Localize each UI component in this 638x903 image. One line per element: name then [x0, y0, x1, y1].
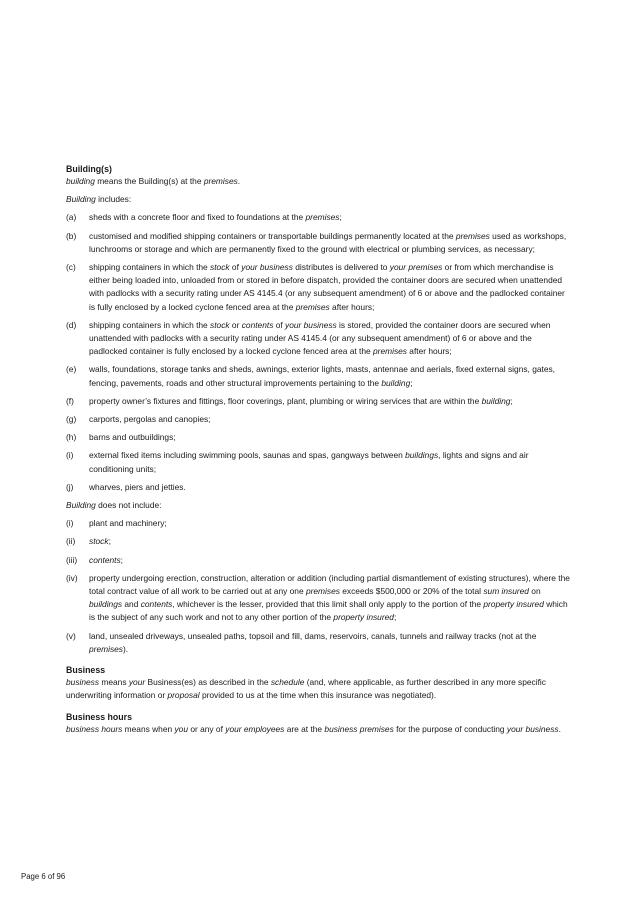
text-run: ; [410, 377, 413, 388]
defined-term: your premises [389, 262, 443, 273]
defined-term: contents [241, 319, 274, 330]
definition-business-hours [66, 723, 571, 736]
section-business-hours [66, 711, 571, 736]
building-includes-intro [66, 193, 571, 206]
page-content [66, 163, 571, 736]
section-heading-business: Business [66, 665, 106, 676]
defined-term: property insured [333, 612, 394, 623]
text-run: means when [122, 723, 175, 734]
list-item-text [89, 535, 571, 548]
list-item-text [89, 413, 571, 426]
text-run: or any of [188, 723, 226, 734]
text-run: (and, where applicable, as further described in any more specific underwriting information or [66, 677, 546, 701]
list-item [66, 431, 571, 444]
list-marker: (iv) [66, 572, 78, 583]
text-run: provided to us at the time when this insurance was negotiated). [199, 690, 437, 701]
text-run: distributes is delivered to [292, 262, 390, 273]
defined-term: sum insured [483, 586, 529, 597]
text-run: . [558, 723, 561, 734]
list-item [66, 261, 571, 314]
text-run: means the Building(s) at the [94, 176, 204, 186]
list-marker: (c) [66, 262, 76, 273]
text-run: ). [122, 643, 129, 654]
defined-term: your business [285, 319, 337, 330]
list-item [66, 230, 571, 256]
text-run: land, unsealed driveways, unsealed paths, topsoil and fill, dams, reservoirs, canals, tunnels and railway tracks (not at the [89, 630, 537, 641]
building-includes-list [66, 211, 571, 494]
text-run: barns and outbuildings; [89, 432, 176, 443]
defined-term: premises [305, 212, 340, 223]
list-marker: (iii) [66, 554, 78, 565]
text-run: shipping containers in which the [89, 319, 211, 330]
building-excludes-list [66, 517, 571, 656]
definition-building [66, 175, 571, 188]
defined-term: business premises [324, 723, 394, 734]
defined-term: premises [373, 346, 407, 357]
defined-term: business [66, 677, 100, 688]
list-marker: (f) [66, 395, 74, 406]
text-run: and [122, 599, 141, 610]
defined-term: premises [89, 643, 123, 654]
text-run: exceeds $500,000 or 20% of the total [339, 586, 484, 597]
list-item-text [89, 261, 571, 314]
list-marker: (d) [66, 319, 77, 330]
list-item-text [89, 449, 571, 475]
defined-term: premises [295, 301, 330, 312]
list-item [66, 395, 571, 408]
defined-term: premises [455, 230, 490, 241]
list-item [66, 319, 571, 359]
list-marker: (b) [66, 230, 77, 241]
text-run: which is the subject of any such work and not to any other portion of the [89, 599, 568, 623]
text-run: ; [510, 395, 513, 406]
list-item [66, 554, 571, 567]
list-marker: (g) [66, 414, 77, 425]
definition-business [66, 676, 571, 702]
defined-term: contents [140, 599, 173, 610]
list-marker: (a) [66, 212, 77, 223]
defined-term: building [66, 176, 95, 186]
list-item [66, 535, 571, 548]
defined-term: Building [66, 500, 96, 511]
list-item-text [89, 630, 571, 656]
list-item-text [89, 481, 571, 494]
defined-term: contents [89, 554, 121, 565]
list-item-text [89, 517, 571, 530]
defined-term: premises [203, 176, 238, 186]
list-marker: (i) [66, 450, 74, 461]
text-run: is stored, provided the container doors are secured when unattended with padlocks with a security rating under AS 4145.4 (or any subsequent amendment) of 6 or above and the padlocked container is fully enclosed by a locked cyclone fenced area at the [89, 319, 551, 357]
text-run: after hours; [329, 301, 375, 312]
defined-term: your business [506, 723, 559, 734]
defined-term: business hours [66, 723, 123, 734]
list-item [66, 572, 571, 625]
text-run: on [528, 586, 541, 597]
text-run: are at the [284, 723, 325, 734]
text-run: property undergoing erection, construction, alteration or addition (including partial dismantlement of existing structures), where the total contract value of all work to be carried out at any one [89, 572, 570, 597]
text-run: , whichever is the lesser, provided that this limit shall only apply to the portion of the [172, 599, 484, 610]
defined-term: buildings [405, 450, 439, 461]
list-item-text [89, 211, 571, 224]
text-run: ; [339, 212, 342, 223]
list-item-text [89, 554, 571, 567]
section-business [66, 664, 571, 702]
defined-term: your business [241, 262, 293, 273]
defined-term: schedule [270, 677, 305, 688]
defined-term: you [174, 723, 188, 734]
defined-term: your employees [225, 723, 285, 734]
text-run: or from which merchandise is either being loaded into, unloaded from or stored in before dispatch, provided the container doors are secured when unattended with padlocks with a security rating under AS 4145.4 (or any subsequent amendment) of 6 or above and the padlocked container is fully enclosed by a locked cyclone fenced area at the [89, 262, 565, 312]
text-run: after hours; [406, 346, 452, 357]
section-heading-buildings: Building(s) [66, 164, 112, 174]
text-run: of [229, 262, 242, 273]
list-item [66, 413, 571, 426]
text-run: . [237, 176, 241, 186]
defined-term: building [381, 377, 411, 388]
text-run: carports, pergolas and canopies; [89, 414, 211, 425]
building-excludes-intro [66, 499, 571, 512]
list-marker: (i) [66, 518, 74, 529]
defined-term: property insured [483, 599, 544, 610]
list-item-text [89, 363, 571, 389]
list-item-text [89, 572, 571, 625]
text-run: external fixed items including swimming pools, saunas and spas, gangways between [89, 450, 406, 461]
text-run: used as workshops, lunchrooms or storage and which are permanently fixed to the ground with electrical or plumbing services, as necessary; [89, 230, 567, 254]
defined-term: stock [89, 536, 109, 547]
defined-term: your [128, 677, 146, 688]
text-run: shipping containers in which the [89, 262, 211, 273]
list-item [66, 630, 571, 656]
text-run: means [99, 677, 129, 688]
list-item-text [89, 431, 571, 444]
defined-term: stock [210, 262, 230, 273]
text-run: plant and machinery; [89, 518, 167, 529]
list-marker: (h) [66, 432, 77, 443]
list-item [66, 449, 571, 475]
list-item-text [89, 230, 571, 256]
defined-term: Building [66, 194, 96, 205]
text-run: for the purpose of conducting [393, 723, 507, 734]
defined-term: buildings [89, 599, 123, 610]
text-run: sheds with a concrete floor and fixed to foundations at the [89, 212, 306, 223]
list-item [66, 517, 571, 530]
text-run: ; [108, 536, 111, 547]
list-marker: (v) [66, 630, 76, 641]
defined-term: stock [210, 319, 230, 330]
list-marker: (e) [66, 364, 77, 375]
text-run: Business(es) as described in the [145, 677, 271, 688]
defined-term: premises [305, 586, 340, 597]
text-run: customised and modified shipping containers or transportable buildings permanently located at the [89, 230, 456, 241]
defined-term: proposal [167, 690, 200, 701]
list-marker: (j) [66, 481, 74, 492]
list-item [66, 481, 571, 494]
list-item [66, 211, 571, 224]
text-run: does not include: [95, 500, 162, 511]
page-number: Page 6 of 96 [21, 872, 66, 881]
text-run: , lights and signs and air conditioning units; [89, 450, 529, 474]
list-item-text [89, 319, 571, 359]
text-run: wharves, piers and jetties. [89, 481, 186, 492]
text-run: ; [393, 612, 397, 623]
section-heading-business-hours: Business hours [66, 711, 132, 722]
text-run: includes: [95, 194, 132, 205]
text-run: of [273, 319, 286, 330]
list-item-text [89, 395, 571, 408]
defined-term: building [481, 395, 511, 406]
text-run: or [229, 319, 242, 330]
text-run: property owner’s fixtures and fittings, floor coverings, plant, plumbing or wiring services that are within the [89, 395, 482, 406]
list-item [66, 363, 571, 389]
text-run: ; [120, 554, 123, 565]
list-marker: (ii) [66, 536, 76, 547]
text-run: walls, foundations, storage tanks and sheds, awnings, exterior lights, masts, antennae and aerials, fixed external signs, gates, fencing, pavements, roads and other structural improvements pertaining to the [89, 364, 556, 388]
